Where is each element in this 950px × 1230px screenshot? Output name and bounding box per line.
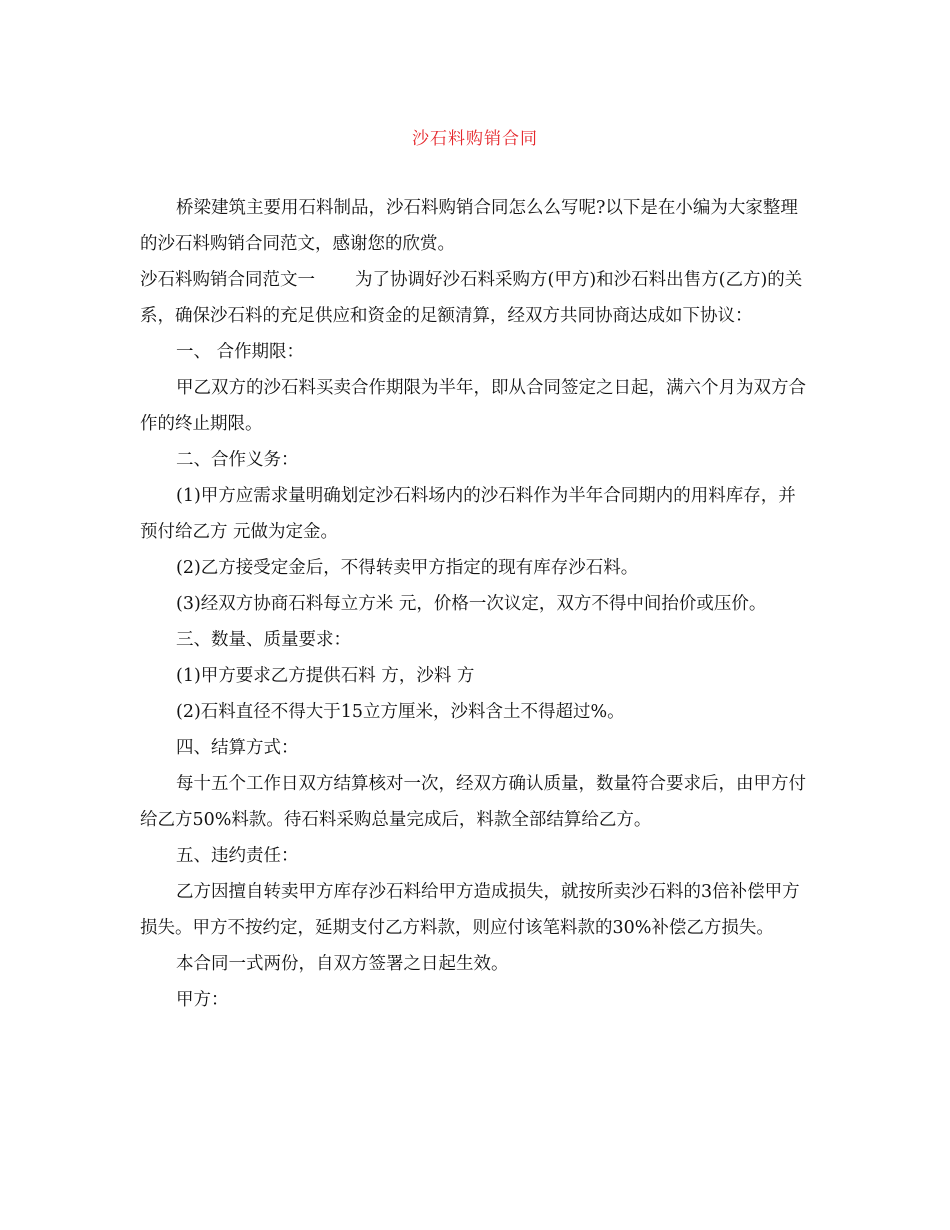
section-1-heading: 一、 合作期限：: [176, 342, 305, 362]
document-title: 沙石料购销合同: [412, 129, 538, 149]
party-a-signature-label: 甲方：: [176, 990, 229, 1010]
document-body: [140, 190, 812, 1018]
section-2-item-3: (3)经双方协商石料每立方米 元，价格一次议定，双方不得中间抬价或压价。: [176, 594, 767, 614]
section-4-body: 每十五个工作日双方结算核对一次，经双方确认质量，数量符合要求后，由甲方付给乙方50%料款。待石料采购总量完成后，料款全部结算给乙方。: [140, 774, 806, 830]
sample-heading-paragraph: [140, 262, 812, 334]
section-1-body: 甲乙双方的沙石料买卖合作期限为半年，即从合同签定之日起，满六个月为双方合作的终止期限。: [140, 378, 806, 434]
closing-paragraph: 本合同一式两份，自双方签署之日起生效。: [176, 954, 509, 974]
section-5-body: 乙方因擅自转卖甲方库存沙石料给甲方造成损失，就按所卖沙石料的3倍补偿甲方损失。甲方不按约定，延期支付乙方料款，则应付该笔料款的30%补偿乙方损失。: [140, 882, 800, 938]
section-3-heading: 三、数量、质量要求：: [176, 630, 351, 650]
section-2-item-2: (2)乙方接受定金后，不得转卖甲方指定的现有库存沙石料。: [176, 558, 639, 578]
preamble-text: 为了协调好沙石料采购方(甲方)和沙石料出售方(乙方)的关系，确保沙石料的充足供应和资金的足额清算，经双方共同协商达成如下协议：: [140, 270, 803, 326]
section-3-item-2: (2)石料直径不得大于15立方厘米，沙料含土不得超过%。: [176, 702, 625, 722]
section-2-item-1: (1)甲方应需求量明确划定沙石料场内的沙石料作为半年合同期内的用料库存，并预付给乙方 元做为定金。: [140, 486, 796, 542]
section-2-heading: 二、合作义务：: [176, 450, 299, 470]
sample-heading: 沙石料购销合同范文一: [140, 270, 315, 290]
intro-paragraph: 桥梁建筑主要用石料制品，沙石料购销合同怎么么写呢?以下是在小编为大家整理的沙石料购销合同范文，感谢您的欣赏。: [140, 198, 798, 254]
section-5-heading: 五、违约责任：: [176, 846, 299, 866]
section-3-item-1: (1)甲方要求乙方提供石料 方，沙料 方: [176, 666, 475, 686]
section-4-heading: 四、结算方式：: [176, 738, 299, 758]
